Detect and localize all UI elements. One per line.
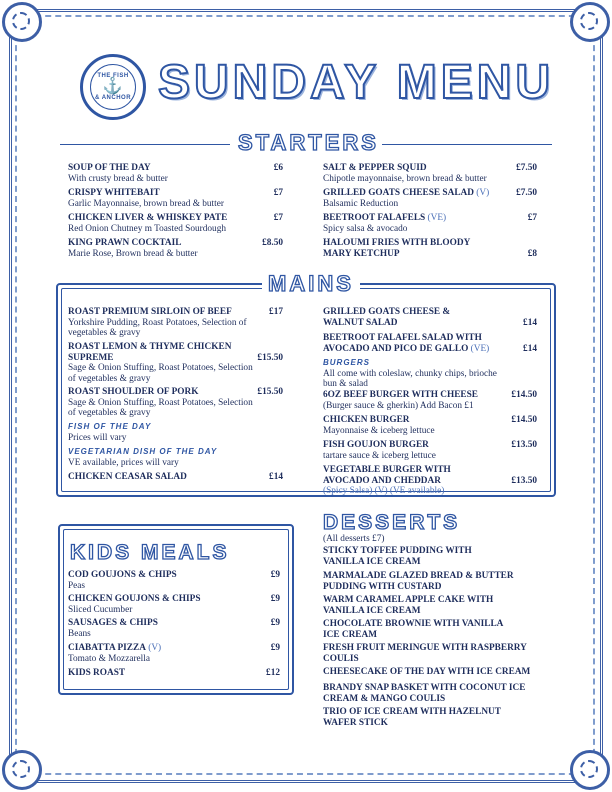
list-item: CHICKEN LIVER & WHISKEY PATE Red Onion Chutney m Toasted Sourdough £7: [68, 213, 283, 234]
list-item: SOUP OF THE DAY With crusty bread & butter £6: [68, 163, 283, 184]
list-item: FISH OF THE DAY Prices will vary: [68, 422, 152, 443]
list-item: STICKY TOFFEE PUDDING WITH VANILLA ICE CREAM: [323, 546, 472, 567]
starters-heading: STARTERS: [238, 130, 379, 155]
list-item: SAUSAGES & CHIPS Beans £9: [68, 618, 280, 639]
list-item: CIABATTA PIZZA (V) Tomato & Mozzarella £9: [68, 643, 280, 664]
list-item: ROAST PREMIUM SIRLOIN OF BEEF Yorkshire Pudding, Roast Potatoes, Selection of vegetables & gravy £17: [68, 307, 283, 339]
list-item: CHOCOLATE BROWNIE WITH VANILLA ICE CREAM: [323, 619, 504, 640]
rope-knot-icon: [570, 2, 610, 42]
list-item: HALOUMI FRIES WITH BLOODY MARY KETCHUP £8: [323, 238, 537, 259]
fish-and-anchor-logo: [80, 54, 146, 120]
list-item: KIDS ROAST £12: [68, 668, 280, 678]
list-item: CHICKEN BURGER Mayonnaise & iceberg lettuce £14.50: [323, 415, 537, 436]
logo-line2: & ANCHOR: [94, 95, 132, 101]
desserts-note: (All desserts £7): [323, 534, 385, 544]
list-item: SALT & PEPPER SQUID Chipotle mayonnaise, brown bread & butter £7.50: [323, 163, 537, 184]
list-item: GRILLED GOATS CHEESE & WALNUT SALAD £14: [323, 307, 537, 328]
list-item: VEGETABLE BURGER WITH AVOCADO AND CHEDDAR (Spicy Salsa) (V) (VE available) £13.50: [323, 465, 537, 497]
anchor-icon: ⚓: [102, 78, 124, 95]
kids-heading: KIDS MEALS: [70, 541, 230, 564]
list-item: BEETROOT FALAFELS (VE) Spicy salsa & avocado £7: [323, 213, 537, 234]
list-item: GRILLED GOATS CHEESE SALAD (V) Balsamic Reduction £7.50: [323, 188, 537, 209]
list-item: 6OZ BEEF BURGER WITH CHEESE (Burger sauce & gherkin) Add Bacon £1 £14.50: [323, 390, 537, 411]
list-item: FISH GOUJON BURGER tartare sauce & iceberg lettuce £13.50: [323, 440, 537, 461]
list-item: VEGETARIAN DISH OF THE DAY VE available, prices will vary: [68, 447, 218, 468]
list-item: CHICKEN GOUJONS & CHIPS Sliced Cucumber £9: [68, 594, 280, 615]
list-item: CHEESECAKE OF THE DAY WITH ICE CREAM: [323, 667, 531, 677]
list-item: COD GOUJONS & CHIPS Peas £9: [68, 570, 280, 591]
page-title: SUNDAY MENU: [158, 56, 555, 109]
list-item: ROAST SHOULDER OF PORK Sage & Onion Stuffing, Roast Potatoes, Selection of vegetables & gravy £15.50: [68, 387, 283, 419]
list-item: BURGERS All come with coleslaw, chunky chips, brioche bun & salad: [323, 358, 497, 390]
list-item: WARM CARAMEL APPLE CAKE WITH VANILLA ICE CREAM: [323, 595, 494, 616]
divider: [382, 144, 552, 145]
list-item: CRISPY WHITEBAIT Garlic Mayonnaise, brown bread & butter £7: [68, 188, 283, 209]
list-item: MARMALADE GLAZED BREAD & BUTTER PUDDING WITH CUSTARD: [323, 571, 514, 592]
list-item: BRANDY SNAP BASKET WITH COCONUT ICE CREAM & MANGO COULIS: [323, 683, 526, 704]
list-item: TRIO OF ICE CREAM WITH HAZELNUT WAFER STICK: [323, 707, 501, 728]
list-item: FRESH FRUIT MERINGUE WITH RASPBERRY COULIS: [323, 643, 527, 664]
list-item: KING PRAWN COCKTAIL Marie Rose, Brown bread & butter £8.50: [68, 238, 283, 259]
rope-knot-icon: [2, 750, 42, 790]
list-item: BEETROOT FALAFEL SALAD WITH AVOCADO AND PICO DE GALLO (VE) £14: [323, 333, 537, 354]
logo-line1: THE FISH: [97, 73, 129, 79]
rope-knot-icon: [570, 750, 610, 790]
desserts-heading: DESSERTS: [323, 511, 461, 534]
list-item: CHICKEN CEASAR SALAD £14: [68, 472, 283, 482]
list-item: ROAST LEMON & THYME CHICKEN SUPREME Sage & Onion Stuffing, Roast Potatoes, Selection of vegetables & gravy £15.50: [68, 342, 283, 384]
divider: [60, 144, 230, 145]
rope-knot-icon: [2, 2, 42, 42]
mains-heading: MAINS: [262, 271, 360, 297]
